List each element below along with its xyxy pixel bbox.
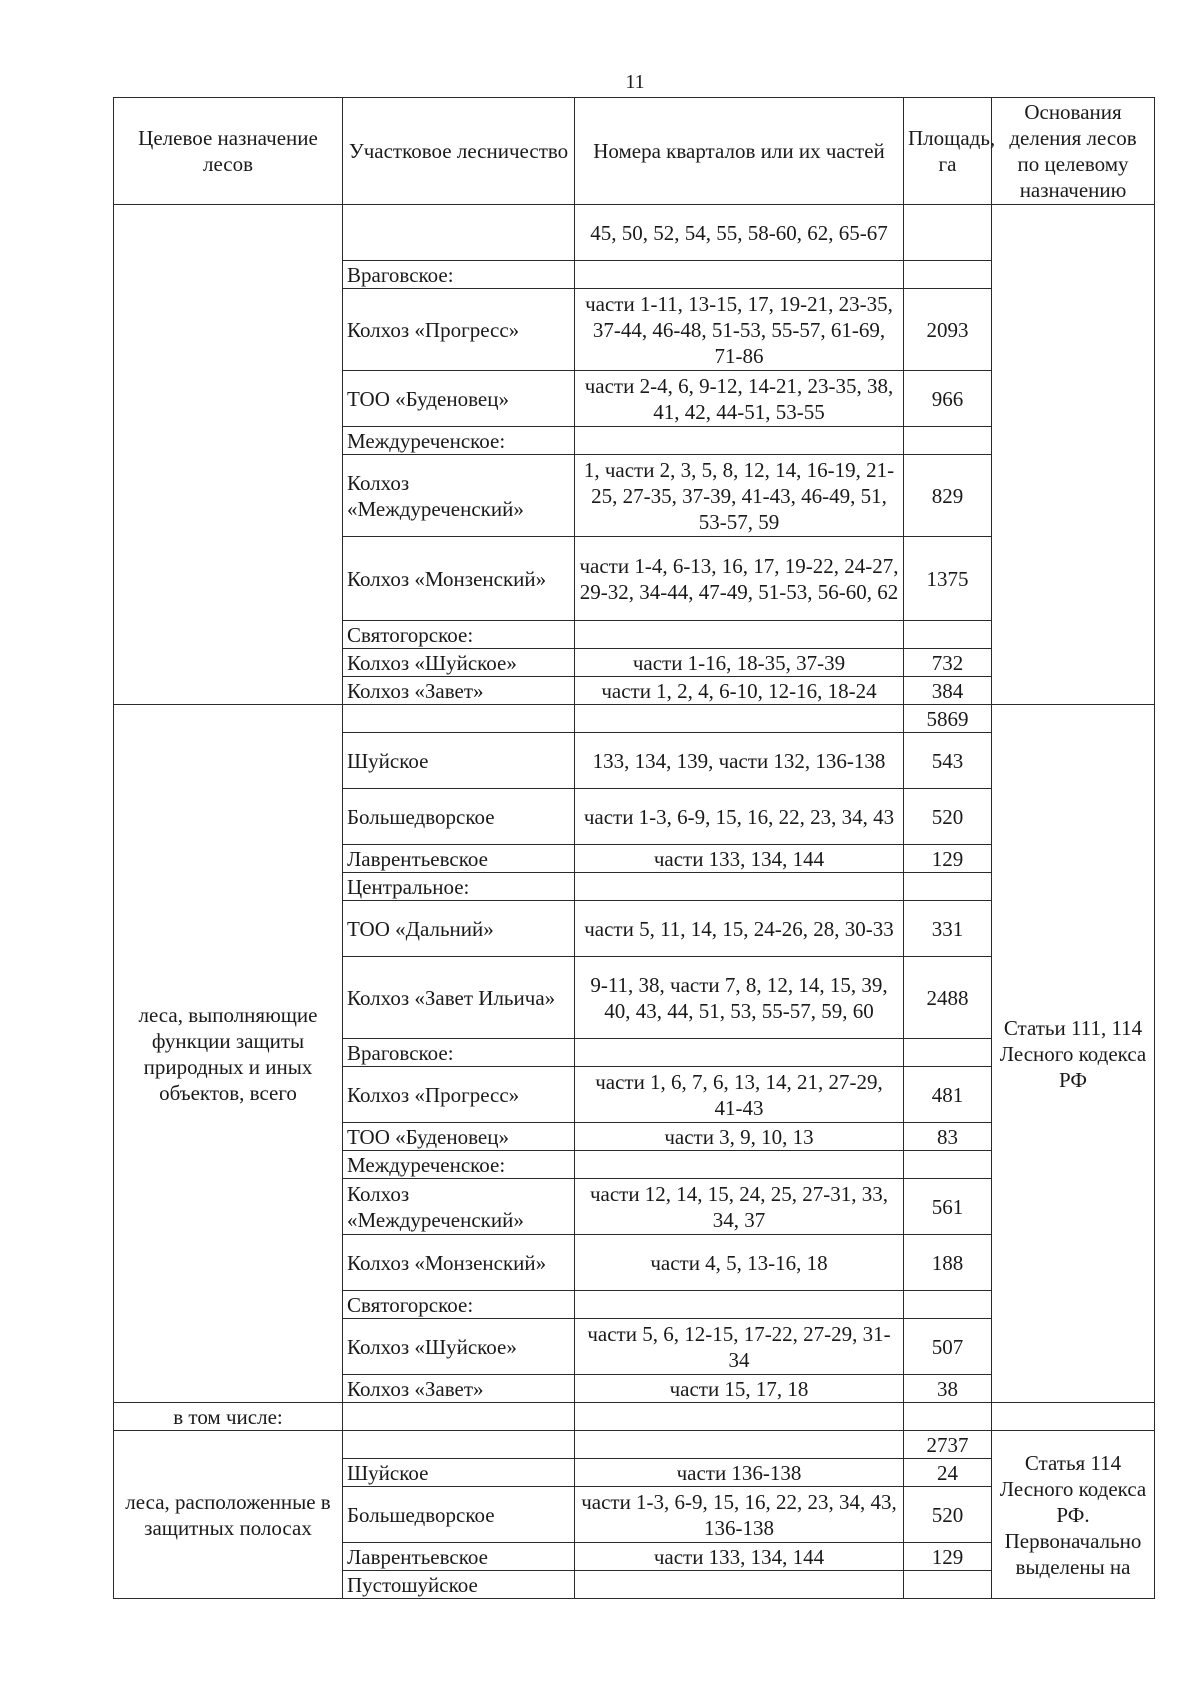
purpose-cell-empty [114, 205, 343, 705]
district-cell: Колхоз «Прогресс» [343, 289, 575, 371]
district-cell: Лаврентьевское [343, 845, 575, 873]
district-cell: Лаврентьевское [343, 1543, 575, 1571]
district-cell [343, 205, 575, 261]
district-cell: Пустошуйское [343, 1571, 575, 1599]
area-cell: 188 [904, 1235, 992, 1291]
area-cell: 481 [904, 1067, 992, 1123]
table-row [114, 205, 1155, 261]
area-cell: 384 [904, 677, 992, 705]
basis-cell: Статьи 111, 114 Лесного кодекса РФ [992, 705, 1155, 1403]
area-cell: 38 [904, 1375, 992, 1403]
district-cell: Враговское: [343, 1039, 575, 1067]
district-cell: Большедворское [343, 789, 575, 845]
quarters-cell: части 136-138 [575, 1459, 904, 1487]
quarters-cell: части 1-4, 6-13, 16, 17, 19-22, 24-27, 29-32, 34-44, 47-49, 51-53, 56-60, 62 [575, 537, 904, 621]
district-cell: Шуйское [343, 733, 575, 789]
district-cell: Колхоз «Монзенский» [343, 537, 575, 621]
district-cell: Междуреченское: [343, 427, 575, 455]
area-cell: 829 [904, 455, 992, 537]
district-cell: Колхоз «Шуйское» [343, 1319, 575, 1375]
district-cell: ТОО «Буденовец» [343, 1123, 575, 1151]
quarters-cell: 133, 134, 139, части 132, 136-138 [575, 733, 904, 789]
district-cell: Святогорское: [343, 1291, 575, 1319]
quarters-cell [575, 1571, 904, 1599]
district-cell: Центральное: [343, 873, 575, 901]
district-cell: Шуйское [343, 1459, 575, 1487]
district-cell: Колхоз «Междуреченский» [343, 455, 575, 537]
district-cell: Враговское: [343, 261, 575, 289]
area-cell [904, 427, 992, 455]
quarters-cell: части 5, 6, 12-15, 17-22, 27-29, 31-34 [575, 1319, 904, 1375]
district-cell: ТОО «Дальний» [343, 901, 575, 957]
district-cell: Колхоз «Прогресс» [343, 1067, 575, 1123]
purpose-cell: леса, расположенные в защитных полосах [114, 1431, 343, 1599]
basis-cell: Статья 114 Лесного кодекса РФ. Первоначально выделены на [992, 1431, 1155, 1599]
district-cell [343, 705, 575, 733]
district-cell: Святогорское: [343, 621, 575, 649]
area-cell [904, 1571, 992, 1599]
quarters-cell: части 133, 134, 144 [575, 1543, 904, 1571]
quarters-cell: части 1, 2, 4, 6-10, 12-16, 18-24 [575, 677, 904, 705]
quarters-cell [575, 705, 904, 733]
area-cell [904, 261, 992, 289]
district-cell [343, 1431, 575, 1459]
including-label: в том числе: [114, 1403, 343, 1431]
district-cell [343, 1403, 575, 1431]
area-cell [904, 1291, 992, 1319]
district-cell: Колхоз «Междуреченский» [343, 1179, 575, 1235]
quarters-cell [575, 427, 904, 455]
quarters-cell: части 1, 6, 7, 6, 13, 14, 21, 27-29, 41-43 [575, 1067, 904, 1123]
table-row [114, 1431, 1155, 1459]
table-row [114, 705, 1155, 733]
area-cell [904, 205, 992, 261]
quarters-cell [575, 1039, 904, 1067]
quarters-cell: 1, части 2, 3, 5, 8, 12, 14, 16-19, 21-25, 27-35, 37-39, 41-43, 46-49, 51, 53-57, 59 [575, 455, 904, 537]
quarters-cell: части 1-11, 13-15, 17, 19-21, 23-35, 37-44, 46-48, 51-53, 55-57, 61-69, 71-86 [575, 289, 904, 371]
quarters-cell: части 133, 134, 144 [575, 845, 904, 873]
quarters-cell: 9-11, 38, части 7, 8, 12, 14, 15, 39, 40, 43, 44, 51, 53, 55-57, 59, 60 [575, 957, 904, 1039]
district-cell: Междуреченское: [343, 1151, 575, 1179]
area-cell: 2737 [904, 1431, 992, 1459]
area-cell: 2488 [904, 957, 992, 1039]
area-cell: 520 [904, 1487, 992, 1543]
area-cell: 520 [904, 789, 992, 845]
quarters-cell: части 3, 9, 10, 13 [575, 1123, 904, 1151]
quarters-cell: части 15, 17, 18 [575, 1375, 904, 1403]
district-cell: ТОО «Буденовец» [343, 371, 575, 427]
page-number: 11 [625, 71, 645, 93]
quarters-cell: части 1-3, 6-9, 15, 16, 22, 23, 34, 43 [575, 789, 904, 845]
area-cell: 331 [904, 901, 992, 957]
header-purpose: Целевое назначение лесов [114, 98, 343, 205]
quarters-cell: части 4, 5, 13-16, 18 [575, 1235, 904, 1291]
area-cell [904, 1151, 992, 1179]
area-cell: 966 [904, 371, 992, 427]
area-cell: 129 [904, 845, 992, 873]
quarters-cell: части 1-3, 6-9, 15, 16, 22, 23, 34, 43, 136-138 [575, 1487, 904, 1543]
quarters-cell [575, 1291, 904, 1319]
quarters-cell [575, 261, 904, 289]
header-quarters: Номера кварталов или их частей [575, 98, 904, 205]
area-cell: 543 [904, 733, 992, 789]
district-cell: Колхоз «Монзенский» [343, 1235, 575, 1291]
quarters-cell [575, 621, 904, 649]
area-cell: 2093 [904, 289, 992, 371]
area-cell: 24 [904, 1459, 992, 1487]
quarters-cell: части 5, 11, 14, 15, 24-26, 28, 30-33 [575, 901, 904, 957]
table-row [114, 1403, 1155, 1431]
quarters-cell: части 2-4, 6, 9-12, 14-21, 23-35, 38, 41, 42, 44-51, 53-55 [575, 371, 904, 427]
district-cell: Колхоз «Завет Ильича» [343, 957, 575, 1039]
quarters-cell [575, 1403, 904, 1431]
area-cell [904, 1039, 992, 1067]
basis-cell-empty [992, 1403, 1155, 1431]
district-cell: Колхоз «Завет» [343, 1375, 575, 1403]
quarters-cell [575, 873, 904, 901]
area-cell: 507 [904, 1319, 992, 1375]
area-cell: 5869 [904, 705, 992, 733]
quarters-cell [575, 1151, 904, 1179]
area-cell [904, 873, 992, 901]
table-header-row [114, 98, 1155, 205]
district-cell: Большедворское [343, 1487, 575, 1543]
basis-cell-empty [992, 205, 1155, 705]
header-district: Участковое лесничество [343, 98, 575, 205]
purpose-cell: леса, выполняющие функции защиты природных и иных объектов, всего [114, 705, 343, 1403]
header-basis: Основания деления лесов по целевому назначению [992, 98, 1155, 205]
area-cell: 732 [904, 649, 992, 677]
area-cell [904, 1403, 992, 1431]
district-cell: Колхоз «Завет» [343, 677, 575, 705]
area-cell: 1375 [904, 537, 992, 621]
area-cell [904, 621, 992, 649]
quarters-cell: 45, 50, 52, 54, 55, 58-60, 62, 65-67 [575, 205, 904, 261]
header-area: Площадь, га [904, 98, 992, 205]
district-cell: Колхоз «Шуйское» [343, 649, 575, 677]
quarters-cell: части 12, 14, 15, 24, 25, 27-31, 33, 34, 37 [575, 1179, 904, 1235]
quarters-cell: части 1-16, 18-35, 37-39 [575, 649, 904, 677]
area-cell: 561 [904, 1179, 992, 1235]
quarters-cell [575, 1431, 904, 1459]
area-cell: 83 [904, 1123, 992, 1151]
area-cell: 129 [904, 1543, 992, 1571]
forest-purpose-table [113, 97, 1155, 1599]
